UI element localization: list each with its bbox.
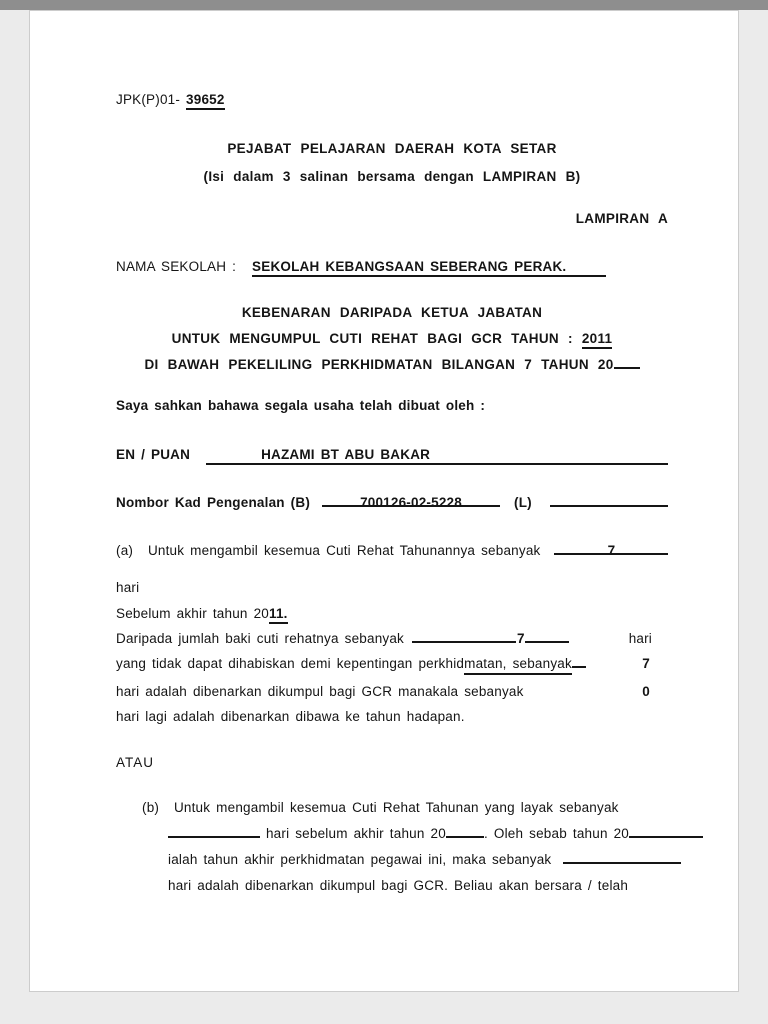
school-name-line — [116, 258, 668, 275]
viewer-top-bar — [0, 0, 768, 10]
form-title-line2-text: UNTUK MENGUMPUL CUTI REHAT BAGI GCR TAHUN : — [171, 331, 573, 346]
section-b-line1 — [116, 799, 668, 816]
gcr-year: 2011 — [582, 331, 613, 349]
section-a-line3 — [116, 605, 668, 622]
or-label: ATAU — [116, 755, 155, 770]
ic-line — [116, 494, 668, 511]
section-a-line6-text: hari adalah dibenarkan dikumpul bagi GCR manakala sebanyak — [116, 684, 524, 699]
balance-days-unit: hari — [628, 631, 652, 646]
b-final-days-blank — [563, 851, 681, 864]
ic-l-blank — [550, 505, 668, 507]
circular-year-blank — [614, 356, 640, 369]
ic-label: Nombor Kad Pengenalan (B) — [116, 495, 311, 510]
form-title-line2 — [116, 330, 668, 347]
officer-label: EN / PUAN — [116, 447, 191, 462]
balance-dash-line — [412, 641, 516, 643]
section-b-line2-text-a: hari sebelum akhir tahun 20 — [265, 826, 446, 841]
school-label: NAMA SEKOLAH : — [116, 259, 237, 274]
section-a-label: (a) — [116, 543, 134, 558]
section-a-line2: hari — [116, 580, 140, 595]
section-b-line3 — [116, 851, 668, 868]
section-b-line2 — [116, 825, 668, 842]
b-days-blank — [168, 825, 260, 838]
section-a-line5-text-a: yang tidak dapat dihabiskan demi kepentingan perkhid — [116, 656, 465, 671]
ic-l-label: (L) — [514, 495, 532, 510]
form-title-line3-text: DI BAWAH PEKELILING PERKHIDMATAN BILANGAN 7 TAHUN 20 — [144, 357, 614, 372]
officer-name: HAZAMI BT ABU BAKAR — [206, 446, 668, 465]
form-title-line3 — [116, 356, 668, 373]
section-b-line4: hari adalah dibenarkan dikumpul bagi GCR. Beliau akan bersara / telah — [168, 878, 629, 893]
carry-forward-value: 0 — [642, 684, 650, 699]
section-a-line5-text-b: matan, sebanyak — [464, 655, 572, 675]
balance-days-blank — [525, 630, 569, 643]
form-title-line1: KEBENARAN DARIPADA KETUA JABATAN — [241, 305, 543, 320]
section-a-line1-text: Untuk mengambil kesemua Cuti Rehat Tahunannya sebanyak — [147, 543, 541, 558]
reference-number: 39652 — [186, 92, 225, 110]
gcr-days-value: 7 — [642, 656, 650, 671]
section-a-line6 — [116, 683, 668, 700]
b-year1-blank — [446, 825, 484, 838]
section-b-line3-text: ialah tahun akhir perkhidmatan pegawai ini, maka sebanyak — [168, 852, 552, 867]
attachment-label: LAMPIRAN A — [575, 211, 668, 226]
b-year2-blank — [629, 825, 703, 838]
school-name: SEKOLAH KEBANGSAAN SEBERANG PERAK. — [252, 259, 606, 277]
document-page — [29, 10, 739, 992]
year-end-value: 11. — [269, 606, 288, 624]
office-title: PEJABAT PELAJARAN DAERAH KOTA SETAR — [227, 141, 557, 156]
officer-line — [116, 446, 668, 465]
declaration-text: Saya sahkan bahawa segala usaha telah dibuat oleh : — [116, 398, 486, 413]
days-total-value: 7 — [554, 542, 668, 555]
section-a-line4-text: Daripada jumlah baki cuti rehatnya sebanyak — [116, 631, 405, 646]
section-b-line2-text-b: . Oleh sebab tahun 20 — [483, 826, 630, 841]
section-b-label: (b) — [142, 800, 160, 815]
section-a-line5 — [116, 655, 668, 675]
reference-number-line — [116, 91, 668, 108]
section-a-line1 — [116, 542, 668, 559]
ic-number: 700126-02-5228 — [322, 494, 500, 507]
document-content — [30, 11, 738, 894]
section-a-line3-text: Sebelum akhir tahun 20 — [116, 606, 269, 621]
reference-label: JPK(P)01- — [116, 92, 181, 107]
gcr-days-blank — [572, 655, 586, 668]
copies-instruction: (Isi dalam 3 salinan bersama dengan LAMPIRAN B) — [203, 169, 581, 184]
section-a-line4 — [116, 630, 668, 647]
section-a-line7: hari lagi adalah dibenarkan dibawa ke tahun hadapan. — [116, 709, 465, 724]
section-b-line1-text: Untuk mengambil kesemua Cuti Rehat Tahunan yang layak sebanyak — [173, 800, 619, 815]
balance-days-value: 7 — [517, 631, 525, 646]
